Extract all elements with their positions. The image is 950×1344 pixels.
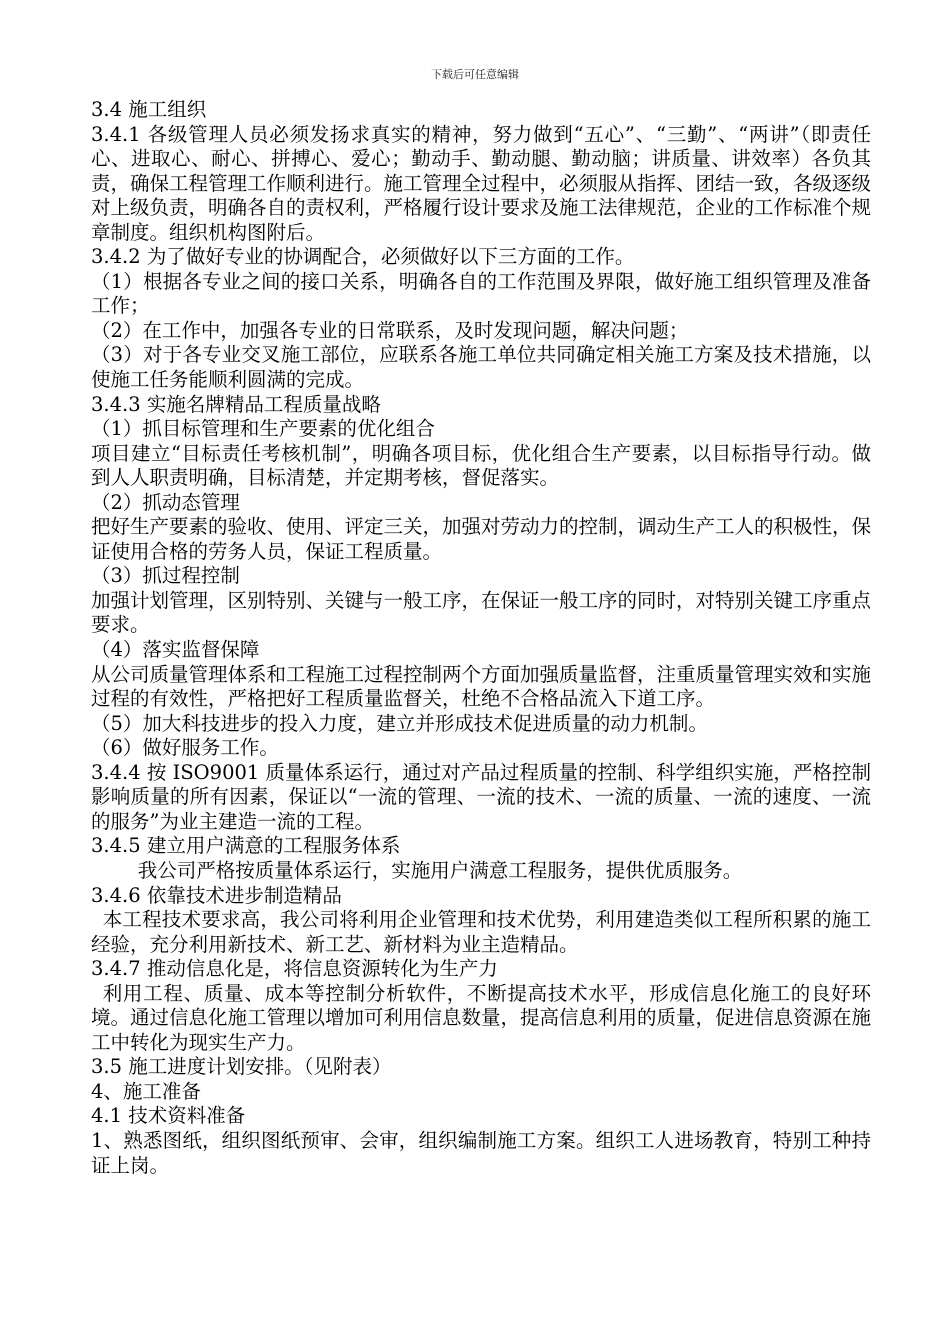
heading-3-4-7: 3.4.7 推动信息化是，将信息资源转化为生产力 xyxy=(91,957,498,981)
heading-3-4-3: 3.4.3 实施名牌精品工程质量战略 xyxy=(91,392,381,416)
heading-3-4-6: 3.4.6 依靠技术进步制造精品 xyxy=(91,883,342,907)
list-item-5: （5）加大科技进步的投入力度，建立并形成技术促进质量的动力机制。 xyxy=(91,711,708,735)
list-item-2: （2）在工作中，加强各专业的日常联系，及时发现问题，解决问题； xyxy=(91,318,689,342)
list-item-6: （6）做好服务工作。 xyxy=(91,736,279,760)
list-item-3: （3）对于各专业交叉施工部位，应联系各施工单位共同确定相关施工方案及技术措施，以使施工任务能顺利圆满的完成。 xyxy=(91,343,871,392)
heading-4: 4、施工准备 xyxy=(91,1079,201,1103)
heading-3-4: 3.4 施工组织 xyxy=(91,98,207,121)
subheading-4: （4）落实监督保障 xyxy=(91,638,260,662)
subheading-1: （1）抓目标管理和生产要素的优化组合 xyxy=(91,417,435,441)
paragraph-tech-progress: 本工程技术要求高，我公司将利用企业管理和技术优势，利用建造类似工程所积累的施工经验，充分利用新技术、新工艺、新材料为业主造精品。 xyxy=(91,908,871,956)
heading-3-5: 3.5 施工进度计划安排。（见附表） xyxy=(91,1055,392,1079)
heading-4-1: 4.1 技术资料准备 xyxy=(91,1104,246,1128)
paragraph-3-4-2: 3.4.2 为了做好专业的协调配合，必须做好以下三方面的工作。 xyxy=(91,245,635,269)
paragraph-process-control: 加强计划管理，区别特别、关键与一般工序，在保证一般工序的同时，对特别关键工序重点要求。 xyxy=(91,588,872,637)
heading-3-4-5: 3.4.5 建立用户满意的工程服务体系 xyxy=(91,834,401,858)
paragraph-supervision: 从公司质量管理体系和工程施工过程控制两个方面加强质量监督，注重质量管理实效和实施过程的有效性，严格把好工程质量监督关，杜绝不合格品流入下道工序。 xyxy=(91,662,872,711)
paragraph-target-management: 项目建立“目标责任考核机制”，明确各项目标，优化组合生产要素，以目标指导行动。做到人人职责明确，目标清楚，并定期考核，督促落实。 xyxy=(91,441,871,490)
paragraph-4-1-item-1: 1、熟悉图纸，组织图纸预审、会审，组织编制施工方案。组织工人进场教育，特别工种持证上岗。 xyxy=(91,1128,871,1177)
document-body xyxy=(91,98,871,1178)
list-item-1: （1）根据各专业之间的接口关系，明确各自的工作范围及界限，做好施工组织管理及准备工作； xyxy=(91,269,871,318)
subheading-2: （2）抓动态管理 xyxy=(91,490,240,514)
paragraph-3-4-4: 3.4.4 按 ISO9001 质量体系运行，通过对产品过程质量的控制、科学组织实施，严格控制影响质量的所有因素，保证以“一流的管理、一流的技术、一流的质量、一流的速度、一流的服务”为业主建造一流的工程。 xyxy=(91,760,871,833)
subheading-3: （3）抓过程控制 xyxy=(91,564,240,588)
paragraph-informatization: 利用工程、质量、成本等控制分析软件，不断提高技术水平，形成信息化施工的良好环境。通过信息化施工管理以增加可利用信息数量，提高信息利用的质量，促进信息资源在施工中转化为现实生产力。 xyxy=(91,981,872,1054)
page-header: 下载后可任意编辑 xyxy=(431,68,519,81)
paragraph-3-4-1: 3.4.1 各级管理人员必须发扬求真实的精神，努力做到“五心”、“三勤”、“两讲”（即责任心、进取心、耐心、拼搏心、爱心；勤动手、勤动腿、勤动脑；讲质量、讲效率）各负其责，确保工程管理工作顺利进行。施工管理全过程中，必须服从指挥、团结一致，各级逐级对上级负责，明确各自的责权利，严格履行设计要求及施工法律规范，企业的工作标准个规章制度。组织机构图附后。 xyxy=(91,122,872,244)
paragraph-dynamic-management: 把好生产要素的验收、使用、评定三关，加强对劳动力的控制，调动生产工人的积极性，保证使用合格的劳务人员，保证工程质量。 xyxy=(91,515,872,563)
paragraph-service: 我公司严格按质量体系运行，实施用户满意工程服务，提供优质服务。 xyxy=(137,858,743,882)
